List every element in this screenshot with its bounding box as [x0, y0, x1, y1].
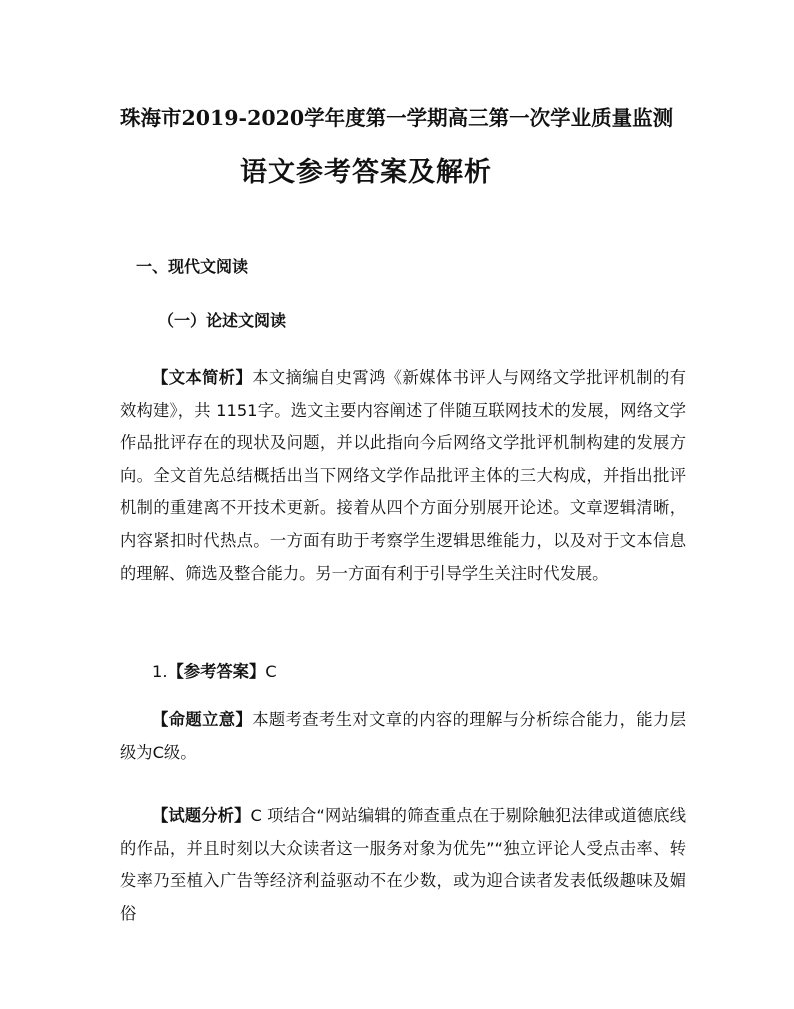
summary-paragraph — [120, 362, 686, 590]
analysis-paragraph — [120, 800, 686, 930]
question-1-answer — [152, 656, 692, 689]
question-number: 1. — [152, 662, 168, 681]
subsection-heading: （一）论述文阅读 — [158, 311, 287, 330]
analysis-tag: 【试题分析】 — [152, 806, 251, 825]
document-subtitle: 语文参考答案及解析 — [240, 157, 492, 188]
answer-tag: 【参考答案】 — [167, 662, 266, 681]
intent-tag: 【命题立意】 — [152, 710, 253, 729]
document-title: 珠海市2019-2020学年度第一学期高三第一次学业质量监测 — [120, 106, 674, 130]
summary-tag: 【文本简析】 — [152, 368, 253, 387]
answer-value: C — [265, 662, 277, 681]
section-heading: 一、现代文阅读 — [136, 257, 249, 276]
intent-text: 本题考查考生对文章的内容的理解与分析综合能力，能力层级为C级。 — [120, 710, 686, 762]
analysis-text: C 项结合“网站编辑的筛查重点在于剔除触犯法律或道德底线的作品，并且时刻以大众读者这一服务对象为优先”“独立评论人受点击率、转发率乃至植入广告等经济利益驱动不在少数，或为迎合读者发表低级趣味及媚俗 — [120, 806, 686, 923]
summary-text: 本文摘编自史霄鸿《新媒体书评人与网络文学批评机制的有效构建》，共 1151字。选文主要内容阐述了伴随互联网技术的发展，网络文学作品批评存在的现状及问题，并以此指向今后网络文学批评机制构建的发展方向。全文首先总结概括出当下网络文学作品批评主体的三大构成，并指出批评机制的重建离不开技术更新。接着从四个方面分别展开论述。文章逻辑清晰，内容紧扣时代热点。一方面有助于考察学生逻辑思维能力，以及对于文本信息的理解、筛选及整合能力。另一方面有利于引导学生关注时代发展。 — [120, 368, 686, 583]
intent-paragraph — [120, 704, 686, 769]
